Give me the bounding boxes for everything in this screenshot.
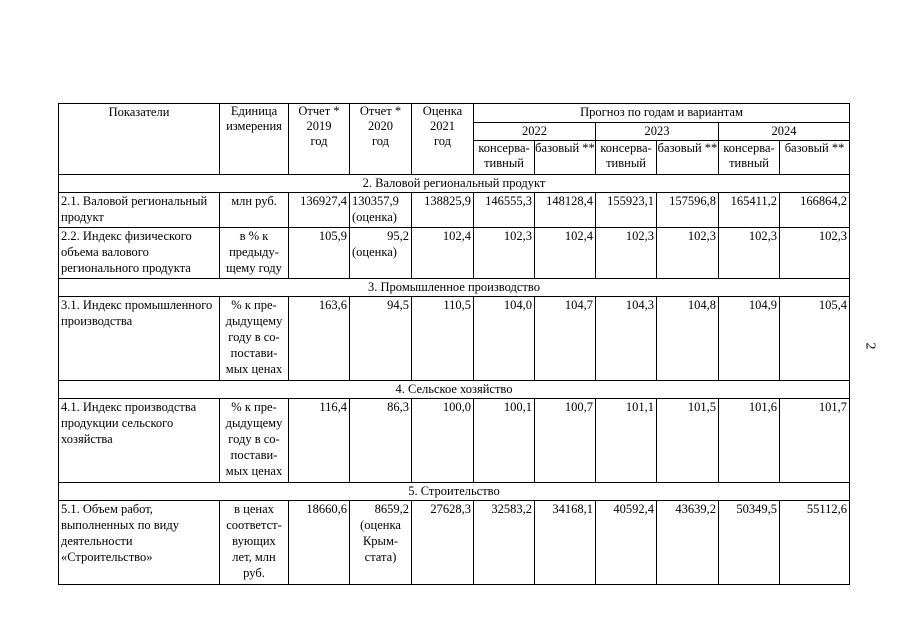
header-indicator: Показатели (59, 104, 220, 175)
value-2019: 116,4 (289, 399, 350, 483)
value-2020-note: (оценка) (352, 245, 397, 259)
header-2021-year: 2021 (430, 119, 455, 133)
section-row (59, 381, 850, 399)
header-forecast: Прогноз по годам и вариантам (474, 104, 850, 123)
section-title: 5. Строительство (59, 483, 850, 501)
header-2020-type: Отчет * (359, 104, 402, 118)
value-2020: 86,3 (350, 399, 412, 483)
header-2019 (289, 104, 350, 175)
unit-cell: в ценах соответст-вующих лет, млн руб. (220, 501, 289, 585)
value-2019: 136927,4 (289, 193, 350, 228)
value-2019: 163,6 (289, 297, 350, 381)
header-2021-unit: год (433, 134, 452, 148)
section-title: 2. Валовой региональный продукт (59, 175, 850, 193)
header-row-1 (59, 104, 850, 123)
forecast-2024-conservative: 102,3 (719, 228, 780, 279)
indicator-cell: 2.1. Валовой региональный продукт (59, 193, 220, 228)
value-2020-note: (оценка Крым-стата) (360, 518, 401, 564)
table-row (59, 501, 850, 585)
forecast-2022-conservative: 100,1 (474, 399, 535, 483)
indicator-cell: 5.1. Объем работ, выполненных по виду деятельности «Строительство» (59, 501, 220, 585)
section-title: 4. Сельское хозяйство (59, 381, 850, 399)
header-unit-text: Единица измерения (226, 104, 282, 133)
section-row (59, 175, 850, 193)
header-year-2024: 2024 (719, 122, 850, 141)
forecast-2023-conservative: 40592,4 (596, 501, 657, 585)
header-2020-unit: год (371, 134, 390, 148)
value-2021: 27628,3 (412, 501, 474, 585)
header-2020-year: 2020 (368, 119, 393, 133)
value-2020 (350, 193, 412, 228)
unit-cell: % к пре-дыдущему году в со-постави-мых ценах (220, 399, 289, 483)
table-row (59, 399, 850, 483)
value-2020-number: 130357,9 (352, 194, 399, 208)
forecast-2023-base: 43639,2 (657, 501, 719, 585)
forecast-2022-conservative: 32583,2 (474, 501, 535, 585)
value-2020 (350, 501, 412, 585)
forecast-2022-conservative: 102,3 (474, 228, 535, 279)
value-2020: 94,5 (350, 297, 412, 381)
forecast-2023-conservative: 155923,1 (596, 193, 657, 228)
header-2023-conservative: консерва-тивный (596, 141, 657, 175)
unit-cell: в % к предыду-щему году (220, 228, 289, 279)
header-year-2023: 2023 (596, 122, 719, 141)
value-2021: 100,0 (412, 399, 474, 483)
forecast-2024-base: 101,7 (780, 399, 850, 483)
header-year-2022: 2022 (474, 122, 596, 141)
indicator-cell: 3.1. Индекс промышленного производства (59, 297, 220, 381)
forecast-2024-conservative: 50349,5 (719, 501, 780, 585)
table-row (59, 297, 850, 381)
indicator-cell: 2.2. Индекс физического объема валового регионального продукта (59, 228, 220, 279)
table-row (59, 228, 850, 279)
value-2019: 105,9 (289, 228, 350, 279)
forecast-2022-conservative: 104,0 (474, 297, 535, 381)
forecast-2022-base: 102,4 (535, 228, 596, 279)
forecast-2024-conservative: 104,9 (719, 297, 780, 381)
forecast-table (58, 103, 850, 585)
value-2020-number: 95,2 (387, 229, 409, 243)
header-2024-conservative: консерва-тивный (719, 141, 780, 175)
value-2021: 102,4 (412, 228, 474, 279)
header-2019-unit: год (310, 134, 328, 148)
header-2024-base: базовый ** (780, 141, 850, 175)
header-2021-type: Оценка (422, 104, 463, 118)
forecast-2023-conservative: 104,3 (596, 297, 657, 381)
forecast-2022-base: 100,7 (535, 399, 596, 483)
header-2019-year: 2019 (306, 119, 332, 133)
header-unit (220, 104, 289, 175)
table-row (59, 193, 850, 228)
forecast-2022-base: 104,7 (535, 297, 596, 381)
indicator-cell: 4.1. Индекс производства продукции сельского хозяйства (59, 399, 220, 483)
value-2021: 138825,9 (412, 193, 474, 228)
section-row (59, 483, 850, 501)
section-row (59, 279, 850, 297)
forecast-2023-base: 101,5 (657, 399, 719, 483)
header-2020 (350, 104, 412, 175)
forecast-2023-conservative: 101,1 (596, 399, 657, 483)
unit-cell: % к пре-дыдущему году в со-постави-мых ценах (220, 297, 289, 381)
forecast-2023-base: 102,3 (657, 228, 719, 279)
header-2023-base: базовый ** (657, 141, 719, 175)
section-title: 3. Промышленное производство (59, 279, 850, 297)
value-2020 (350, 228, 412, 279)
forecast-2024-base: 166864,2 (780, 193, 850, 228)
header-2022-conservative: консерва-тивный (474, 141, 535, 175)
forecast-2024-base: 55112,6 (780, 501, 850, 585)
value-2020-note: (оценка) (352, 210, 397, 224)
page-number: 2 (862, 342, 878, 350)
forecast-2022-conservative: 146555,3 (474, 193, 535, 228)
forecast-2024-base: 102,3 (780, 228, 850, 279)
forecast-2022-base: 34168,1 (535, 501, 596, 585)
value-2020-number: 8659,2 (374, 502, 409, 516)
forecast-2023-base: 157596,8 (657, 193, 719, 228)
header-2019-type: Отчет * (298, 104, 340, 118)
header-2021 (412, 104, 474, 175)
forecast-2024-conservative: 165411,2 (719, 193, 780, 228)
forecast-2024-conservative: 101,6 (719, 399, 780, 483)
value-2021: 110,5 (412, 297, 474, 381)
forecast-2023-conservative: 102,3 (596, 228, 657, 279)
forecast-2024-base: 105,4 (780, 297, 850, 381)
unit-cell: млн руб. (220, 193, 289, 228)
header-2022-base: базовый ** (535, 141, 596, 175)
value-2019: 18660,6 (289, 501, 350, 585)
forecast-2022-base: 148128,4 (535, 193, 596, 228)
forecast-2023-base: 104,8 (657, 297, 719, 381)
